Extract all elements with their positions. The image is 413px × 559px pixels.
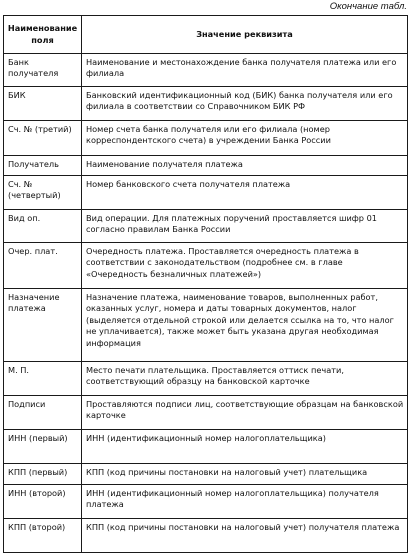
table-row — [4, 464, 408, 485]
requisites-table — [3, 15, 408, 553]
field-name-cell: КПП (первый) — [4, 464, 82, 485]
table-row — [4, 87, 408, 121]
table-row — [4, 430, 408, 464]
field-value-cell: ИНН (идентификационный номер налогоплательщика) получателя платежа — [82, 485, 408, 519]
field-value-cell: ИНН (идентификационный номер налогоплательщика) — [82, 430, 408, 464]
field-value-cell: Номер счета банка получателя или его филиала (номер корреспондентского счета) в учреждении Банка России — [82, 121, 408, 156]
field-name-cell: ИНН (второй) — [4, 485, 82, 519]
field-name-cell: ИНН (первый) — [4, 430, 82, 464]
table-row — [4, 396, 408, 430]
header-field-value: Значение реквизита — [82, 16, 408, 54]
table-header-row — [4, 16, 408, 54]
field-name-cell: Назначение платежа — [4, 289, 82, 362]
table-row — [4, 519, 408, 553]
field-name-cell: М. П. — [4, 362, 82, 396]
field-value-cell: Назначение платежа, наименование товаров, выполненных работ, оказанных услуг, номера и даты товарных документов, налог (выделяется отдельной строкой или делается ссылка на то, что налог не уплачивается), также может быть указана другая необходимая информация — [82, 289, 408, 362]
table-row — [4, 121, 408, 156]
table-row — [4, 362, 408, 396]
header-field-name: Наименование поля — [4, 16, 82, 54]
table-row — [4, 54, 408, 87]
table-row — [4, 176, 408, 210]
field-name-cell: Очер. плат. — [4, 243, 82, 289]
field-value-cell: КПП (код причины постановки на налоговый учет) плательщика — [82, 464, 408, 485]
field-value-cell: Место печати плательщика. Проставляется оттиск печати, соответствующий образцу на банковской карточке — [82, 362, 408, 396]
field-value-cell: Очередность платежа. Проставляется очередность платежа в соответствии с законодательством (подробнее см. в главе «Очередность безналичных платежей») — [82, 243, 408, 289]
field-name-cell: Подписи — [4, 396, 82, 430]
field-value-cell: Номер банковского счета получателя платежа — [82, 176, 408, 210]
field-name-cell: БИК — [4, 87, 82, 121]
table-row — [4, 289, 408, 362]
field-name-cell: КПП (второй) — [4, 519, 82, 553]
field-value-cell: КПП (код причины постановки на налоговый учет) получателя платежа — [82, 519, 408, 553]
field-value-cell: Вид операции. Для платежных поручений проставляется шифр 01 согласно правилам Банка России — [82, 210, 408, 243]
table-row — [4, 485, 408, 519]
table-continuation-caption: Окончание табл. — [329, 1, 407, 12]
field-name-cell: Сч. № (третий) — [4, 121, 82, 156]
table-row — [4, 243, 408, 289]
field-name-cell: Сч. № (четвертый) — [4, 176, 82, 210]
table-row — [4, 156, 408, 176]
field-value-cell: Проставляются подписи лиц, соответствующие образцам на банковской карточке — [82, 396, 408, 430]
table-row — [4, 210, 408, 243]
field-name-cell: Получатель — [4, 156, 82, 176]
field-value-cell: Наименование получателя платежа — [82, 156, 408, 176]
field-value-cell: Банковский идентификационный код (БИК) банка получателя или его филиала в соответствии со Справочником БИК РФ — [82, 87, 408, 121]
field-name-cell: Вид оп. — [4, 210, 82, 243]
field-value-cell: Наименование и местонахождение банка получателя платежа или его филиала — [82, 54, 408, 87]
field-name-cell: Банк получателя — [4, 54, 82, 87]
